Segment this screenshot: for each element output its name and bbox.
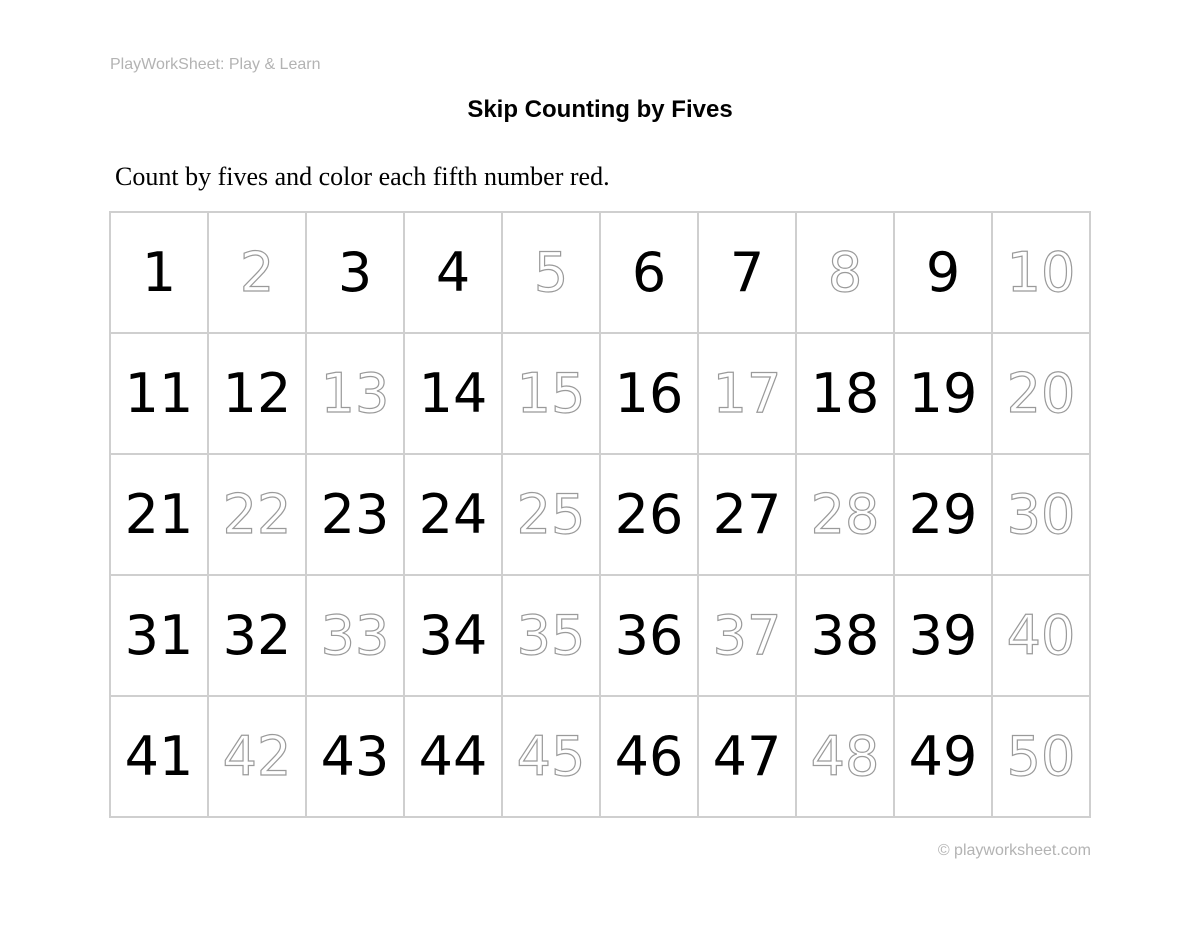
number-cell-17[interactable]: 17 xyxy=(699,334,797,455)
number-cell-3[interactable]: 3 xyxy=(307,213,405,334)
number-cell-12[interactable]: 12 xyxy=(209,334,307,455)
number-cell-28[interactable]: 28 xyxy=(797,455,895,576)
number-cell-50[interactable]: 50 xyxy=(993,697,1091,818)
number-cell-38[interactable]: 38 xyxy=(797,576,895,697)
number-cell-23[interactable]: 23 xyxy=(307,455,405,576)
number-cell-36[interactable]: 36 xyxy=(601,576,699,697)
number-cell-43[interactable]: 43 xyxy=(307,697,405,818)
instruction-text: Count by fives and color each fifth number red. xyxy=(115,162,610,191)
number-cell-15[interactable]: 15 xyxy=(503,334,601,455)
number-cell-8[interactable]: 8 xyxy=(797,213,895,334)
number-cell-49[interactable]: 49 xyxy=(895,697,993,818)
page-title: Skip Counting by Fives xyxy=(467,96,733,123)
number-cell-2[interactable]: 2 xyxy=(209,213,307,334)
number-cell-25[interactable]: 25 xyxy=(503,455,601,576)
number-cell-48[interactable]: 48 xyxy=(797,697,895,818)
copyright-footer: © playworksheet.com xyxy=(937,842,1091,859)
number-cell-13[interactable]: 13 xyxy=(307,334,405,455)
number-cell-9[interactable]: 9 xyxy=(895,213,993,334)
number-cell-19[interactable]: 19 xyxy=(895,334,993,455)
number-cell-46[interactable]: 46 xyxy=(601,697,699,818)
number-cell-42[interactable]: 42 xyxy=(209,697,307,818)
number-cell-16[interactable]: 16 xyxy=(601,334,699,455)
number-cell-5[interactable]: 5 xyxy=(503,213,601,334)
number-cell-45[interactable]: 45 xyxy=(503,697,601,818)
number-cell-14[interactable]: 14 xyxy=(405,334,503,455)
number-cell-4[interactable]: 4 xyxy=(405,213,503,334)
brand-header: PlayWorkSheet: Play & Learn xyxy=(110,56,321,73)
number-cell-29[interactable]: 29 xyxy=(895,455,993,576)
number-cell-10[interactable]: 10 xyxy=(993,213,1091,334)
number-cell-39[interactable]: 39 xyxy=(895,576,993,697)
number-cell-20[interactable]: 20 xyxy=(993,334,1091,455)
number-cell-32[interactable]: 32 xyxy=(209,576,307,697)
number-cell-34[interactable]: 34 xyxy=(405,576,503,697)
number-cell-47[interactable]: 47 xyxy=(699,697,797,818)
number-cell-6[interactable]: 6 xyxy=(601,213,699,334)
number-cell-41[interactable]: 41 xyxy=(111,697,209,818)
number-cell-27[interactable]: 27 xyxy=(699,455,797,576)
number-cell-21[interactable]: 21 xyxy=(111,455,209,576)
number-cell-30[interactable]: 30 xyxy=(993,455,1091,576)
number-cell-33[interactable]: 33 xyxy=(307,576,405,697)
number-grid xyxy=(109,211,1091,818)
number-cell-44[interactable]: 44 xyxy=(405,697,503,818)
number-cell-11[interactable]: 11 xyxy=(111,334,209,455)
number-cell-24[interactable]: 24 xyxy=(405,455,503,576)
number-cell-1[interactable]: 1 xyxy=(111,213,209,334)
number-cell-37[interactable]: 37 xyxy=(699,576,797,697)
number-cell-26[interactable]: 26 xyxy=(601,455,699,576)
number-cell-7[interactable]: 7 xyxy=(699,213,797,334)
number-cell-31[interactable]: 31 xyxy=(111,576,209,697)
number-cell-35[interactable]: 35 xyxy=(503,576,601,697)
number-cell-22[interactable]: 22 xyxy=(209,455,307,576)
number-cell-40[interactable]: 40 xyxy=(993,576,1091,697)
number-cell-18[interactable]: 18 xyxy=(797,334,895,455)
